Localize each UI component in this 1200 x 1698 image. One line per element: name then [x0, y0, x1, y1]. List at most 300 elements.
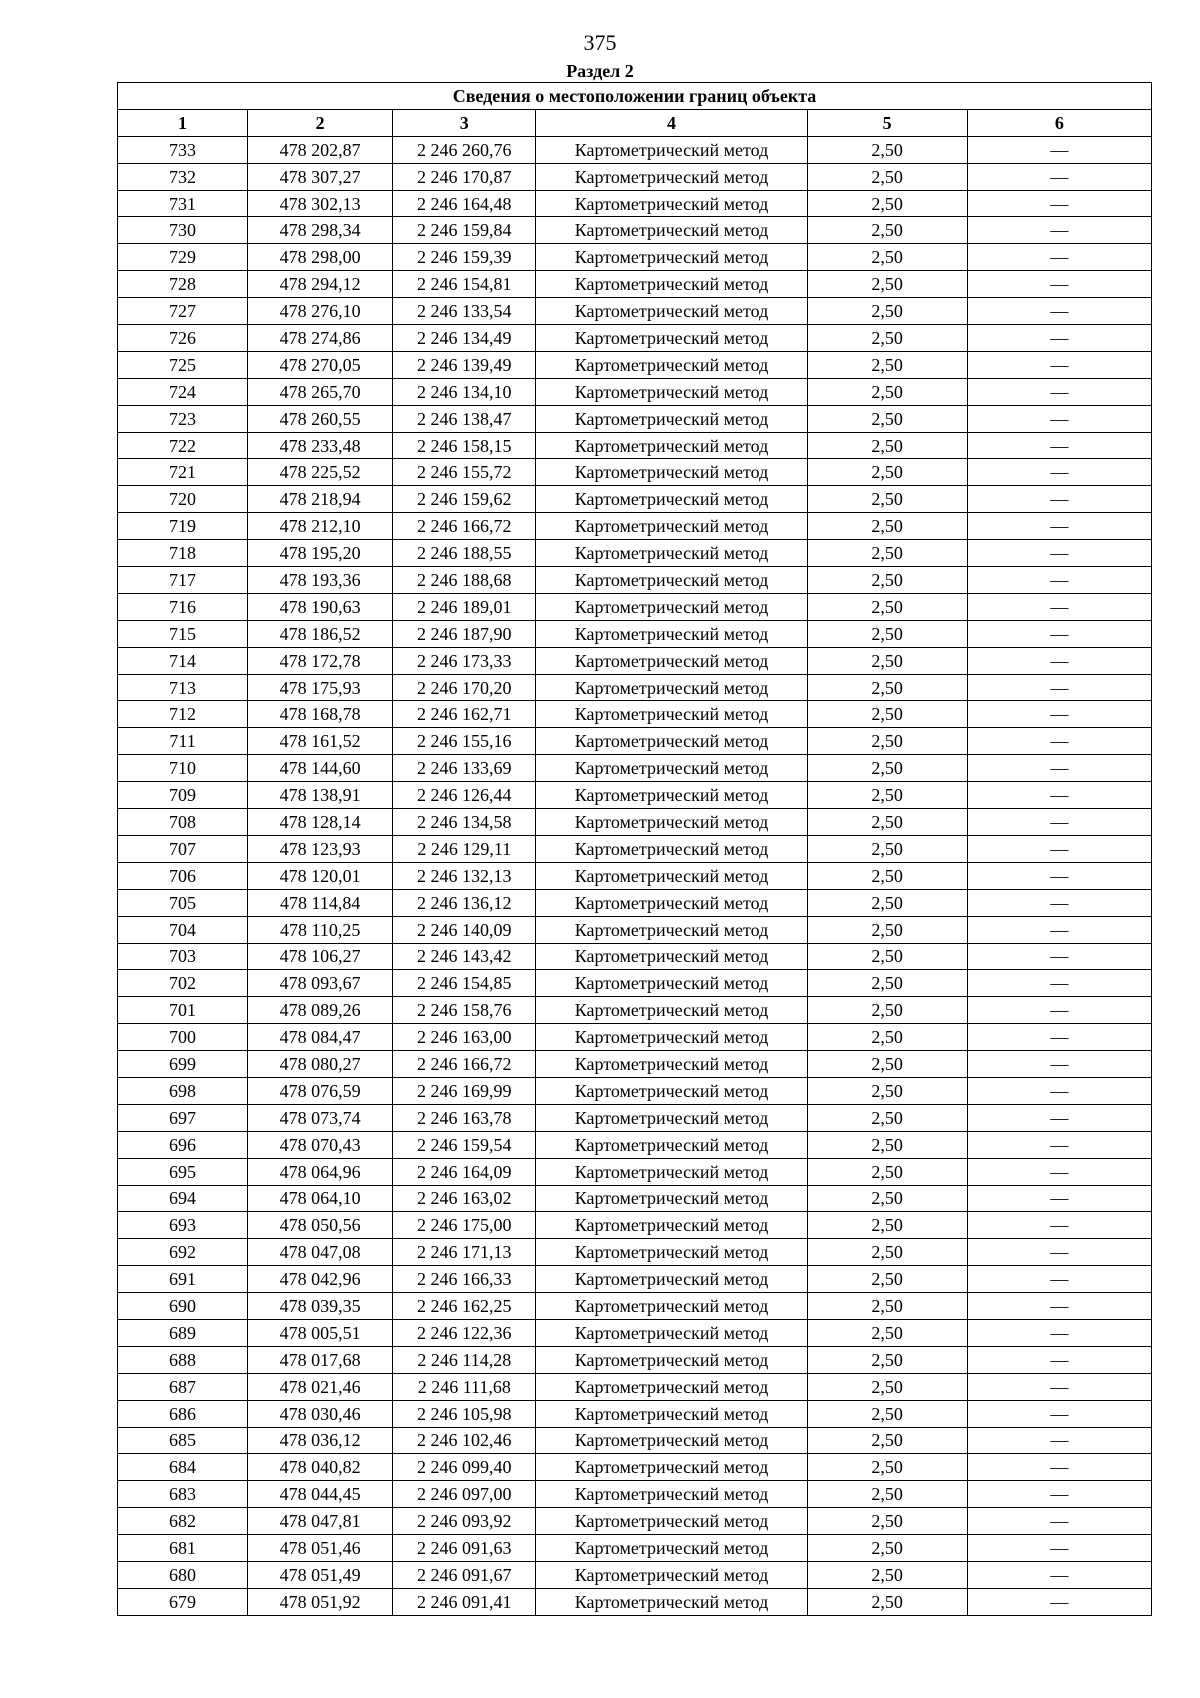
point-number-cell: 693 [118, 1212, 248, 1239]
x-coordinate-cell: 478 064,96 [248, 1158, 393, 1185]
description-cell: — [967, 1293, 1151, 1320]
y-coordinate-cell: 2 246 114,28 [393, 1346, 536, 1373]
method-cell: Картометрический метод [536, 916, 807, 943]
x-coordinate-cell: 478 076,59 [248, 1077, 393, 1104]
point-number-cell: 709 [118, 782, 248, 809]
point-number-cell: 705 [118, 889, 248, 916]
method-cell: Картометрический метод [536, 459, 807, 486]
accuracy-cell: 2,50 [807, 1158, 967, 1185]
description-cell: — [967, 1212, 1151, 1239]
point-number-cell: 684 [118, 1454, 248, 1481]
y-coordinate-cell: 2 246 133,69 [393, 755, 536, 782]
description-cell: — [967, 916, 1151, 943]
y-coordinate-cell: 2 246 159,54 [393, 1131, 536, 1158]
table-row [118, 1077, 1152, 1104]
y-coordinate-cell: 2 246 097,00 [393, 1481, 536, 1508]
description-cell: — [967, 1535, 1151, 1562]
y-coordinate-cell: 2 246 166,72 [393, 513, 536, 540]
y-coordinate-cell: 2 246 164,09 [393, 1158, 536, 1185]
x-coordinate-cell: 478 042,96 [248, 1266, 393, 1293]
description-cell: — [967, 970, 1151, 997]
x-coordinate-cell: 478 120,01 [248, 862, 393, 889]
y-coordinate-cell: 2 246 164,48 [393, 190, 536, 217]
method-cell: Картометрический метод [536, 1508, 807, 1535]
y-coordinate-cell: 2 246 143,42 [393, 943, 536, 970]
method-cell: Картометрический метод [536, 1561, 807, 1588]
accuracy-cell: 2,50 [807, 647, 967, 674]
y-coordinate-cell: 2 246 169,99 [393, 1077, 536, 1104]
description-cell: — [967, 136, 1151, 163]
x-coordinate-cell: 478 294,12 [248, 271, 393, 298]
description-cell: — [967, 620, 1151, 647]
accuracy-cell: 2,50 [807, 1346, 967, 1373]
point-number-cell: 733 [118, 136, 248, 163]
method-cell: Картометрический метод [536, 378, 807, 405]
point-number-cell: 680 [118, 1561, 248, 1588]
column-header: 4 [536, 109, 807, 136]
description-cell: — [967, 351, 1151, 378]
point-number-cell: 707 [118, 835, 248, 862]
accuracy-cell: 2,50 [807, 1481, 967, 1508]
table-row [118, 1561, 1152, 1588]
x-coordinate-cell: 478 050,56 [248, 1212, 393, 1239]
point-number-cell: 716 [118, 593, 248, 620]
description-cell: — [967, 1373, 1151, 1400]
table-row [118, 1051, 1152, 1078]
method-cell: Картометрический метод [536, 1266, 807, 1293]
x-coordinate-cell: 478 051,49 [248, 1561, 393, 1588]
method-cell: Картометрический метод [536, 862, 807, 889]
table-row [118, 1266, 1152, 1293]
table-row [118, 862, 1152, 889]
section-title: Раздел 2 [566, 61, 634, 81]
table-row [118, 1588, 1152, 1615]
y-coordinate-cell: 2 246 159,62 [393, 486, 536, 513]
table-row [118, 486, 1152, 513]
table-row [118, 1239, 1152, 1266]
table-caption-row [118, 83, 1152, 110]
column-header: 2 [248, 109, 393, 136]
description-cell: — [967, 217, 1151, 244]
accuracy-cell: 2,50 [807, 997, 967, 1024]
table-row [118, 1346, 1152, 1373]
description-cell: — [967, 943, 1151, 970]
table-row [118, 782, 1152, 809]
x-coordinate-cell: 478 298,34 [248, 217, 393, 244]
column-header: 5 [807, 109, 967, 136]
method-cell: Картометрический метод [536, 1535, 807, 1562]
table-row [118, 1454, 1152, 1481]
x-coordinate-cell: 478 144,60 [248, 755, 393, 782]
point-number-cell: 711 [118, 728, 248, 755]
accuracy-cell: 2,50 [807, 567, 967, 594]
description-cell: — [967, 567, 1151, 594]
x-coordinate-cell: 478 172,78 [248, 647, 393, 674]
y-coordinate-cell: 2 246 163,78 [393, 1104, 536, 1131]
table-row [118, 217, 1152, 244]
description-cell: — [967, 244, 1151, 271]
x-coordinate-cell: 478 186,52 [248, 620, 393, 647]
point-number-cell: 729 [118, 244, 248, 271]
table-row [118, 809, 1152, 836]
method-cell: Картометрический метод [536, 593, 807, 620]
y-coordinate-cell: 2 246 163,00 [393, 1024, 536, 1051]
point-number-cell: 681 [118, 1535, 248, 1562]
table-row [118, 432, 1152, 459]
y-coordinate-cell: 2 246 091,41 [393, 1588, 536, 1615]
y-coordinate-cell: 2 246 170,87 [393, 163, 536, 190]
description-cell: — [967, 325, 1151, 352]
accuracy-cell: 2,50 [807, 728, 967, 755]
y-coordinate-cell: 2 246 170,20 [393, 674, 536, 701]
x-coordinate-cell: 478 005,51 [248, 1319, 393, 1346]
method-cell: Картометрический метод [536, 809, 807, 836]
table-row [118, 1508, 1152, 1535]
accuracy-cell: 2,50 [807, 755, 967, 782]
method-cell: Картометрический метод [536, 1051, 807, 1078]
method-cell: Картометрический метод [536, 190, 807, 217]
method-cell: Картометрический метод [536, 1319, 807, 1346]
point-number-cell: 713 [118, 674, 248, 701]
point-number-cell: 687 [118, 1373, 248, 1400]
y-coordinate-cell: 2 246 132,13 [393, 862, 536, 889]
point-number-cell: 721 [118, 459, 248, 486]
y-coordinate-cell: 2 246 188,55 [393, 540, 536, 567]
table-row [118, 728, 1152, 755]
table-body [118, 136, 1152, 1615]
x-coordinate-cell: 478 233,48 [248, 432, 393, 459]
y-coordinate-cell: 2 246 129,11 [393, 835, 536, 862]
method-cell: Картометрический метод [536, 1373, 807, 1400]
y-coordinate-cell: 2 246 134,10 [393, 378, 536, 405]
method-cell: Картометрический метод [536, 540, 807, 567]
accuracy-cell: 2,50 [807, 1239, 967, 1266]
table-row [118, 136, 1152, 163]
table-row [118, 970, 1152, 997]
accuracy-cell: 2,50 [807, 1373, 967, 1400]
table-row [118, 351, 1152, 378]
y-coordinate-cell: 2 246 171,13 [393, 1239, 536, 1266]
y-coordinate-cell: 2 246 099,40 [393, 1454, 536, 1481]
point-number-cell: 724 [118, 378, 248, 405]
x-coordinate-cell: 478 036,12 [248, 1427, 393, 1454]
description-cell: — [967, 862, 1151, 889]
point-number-cell: 698 [118, 1077, 248, 1104]
method-cell: Картометрический метод [536, 889, 807, 916]
description-cell: — [967, 1104, 1151, 1131]
x-coordinate-cell: 478 084,47 [248, 1024, 393, 1051]
x-coordinate-cell: 478 138,91 [248, 782, 393, 809]
accuracy-cell: 2,50 [807, 1185, 967, 1212]
table-row [118, 1024, 1152, 1051]
description-cell: — [967, 997, 1151, 1024]
y-coordinate-cell: 2 246 136,12 [393, 889, 536, 916]
description-cell: — [967, 163, 1151, 190]
y-coordinate-cell: 2 246 140,09 [393, 916, 536, 943]
accuracy-cell: 2,50 [807, 674, 967, 701]
x-coordinate-cell: 478 021,46 [248, 1373, 393, 1400]
description-cell: — [967, 378, 1151, 405]
method-cell: Картометрический метод [536, 782, 807, 809]
point-number-cell: 697 [118, 1104, 248, 1131]
description-cell: — [967, 540, 1151, 567]
description-cell: — [967, 701, 1151, 728]
accuracy-cell: 2,50 [807, 432, 967, 459]
y-coordinate-cell: 2 246 154,81 [393, 271, 536, 298]
point-number-cell: 702 [118, 970, 248, 997]
table-row [118, 540, 1152, 567]
x-coordinate-cell: 478 202,87 [248, 136, 393, 163]
y-coordinate-cell: 2 246 188,68 [393, 567, 536, 594]
y-coordinate-cell: 2 246 105,98 [393, 1400, 536, 1427]
y-coordinate-cell: 2 246 134,58 [393, 809, 536, 836]
y-coordinate-cell: 2 246 126,44 [393, 782, 536, 809]
method-cell: Картометрический метод [536, 1185, 807, 1212]
description-cell: — [967, 593, 1151, 620]
method-cell: Картометрический метод [536, 136, 807, 163]
point-number-cell: 690 [118, 1293, 248, 1320]
boundary-coordinates-table [117, 82, 1152, 1616]
accuracy-cell: 2,50 [807, 1077, 967, 1104]
column-header-row [118, 109, 1152, 136]
method-cell: Картометрический метод [536, 325, 807, 352]
table-row [118, 755, 1152, 782]
x-coordinate-cell: 478 195,20 [248, 540, 393, 567]
accuracy-cell: 2,50 [807, 459, 967, 486]
description-cell: — [967, 298, 1151, 325]
method-cell: Картометрический метод [536, 1293, 807, 1320]
method-cell: Картометрический метод [536, 486, 807, 513]
x-coordinate-cell: 478 070,43 [248, 1131, 393, 1158]
description-cell: — [967, 1319, 1151, 1346]
method-cell: Картометрический метод [536, 1481, 807, 1508]
description-cell: — [967, 486, 1151, 513]
method-cell: Картометрический метод [536, 405, 807, 432]
accuracy-cell: 2,50 [807, 540, 967, 567]
accuracy-cell: 2,50 [807, 862, 967, 889]
point-number-cell: 682 [118, 1508, 248, 1535]
accuracy-cell: 2,50 [807, 271, 967, 298]
y-coordinate-cell: 2 246 162,71 [393, 701, 536, 728]
x-coordinate-cell: 478 265,70 [248, 378, 393, 405]
table-row [118, 567, 1152, 594]
table-row [118, 1104, 1152, 1131]
point-number-cell: 704 [118, 916, 248, 943]
x-coordinate-cell: 478 161,52 [248, 728, 393, 755]
method-cell: Картометрический метод [536, 567, 807, 594]
method-cell: Картометрический метод [536, 163, 807, 190]
accuracy-cell: 2,50 [807, 405, 967, 432]
accuracy-cell: 2,50 [807, 835, 967, 862]
y-coordinate-cell: 2 246 134,49 [393, 325, 536, 352]
description-cell: — [967, 405, 1151, 432]
column-header: 6 [967, 109, 1151, 136]
x-coordinate-cell: 478 128,14 [248, 809, 393, 836]
accuracy-cell: 2,50 [807, 217, 967, 244]
x-coordinate-cell: 478 093,67 [248, 970, 393, 997]
x-coordinate-cell: 478 051,92 [248, 1588, 393, 1615]
description-cell: — [967, 1561, 1151, 1588]
point-number-cell: 701 [118, 997, 248, 1024]
method-cell: Картометрический метод [536, 271, 807, 298]
accuracy-cell: 2,50 [807, 593, 967, 620]
point-number-cell: 719 [118, 513, 248, 540]
point-number-cell: 714 [118, 647, 248, 674]
y-coordinate-cell: 2 246 158,15 [393, 432, 536, 459]
method-cell: Картометрический метод [536, 997, 807, 1024]
method-cell: Картометрический метод [536, 244, 807, 271]
description-cell: — [967, 647, 1151, 674]
accuracy-cell: 2,50 [807, 1131, 967, 1158]
table-row [118, 298, 1152, 325]
method-cell: Картометрический метод [536, 432, 807, 459]
page-number: 375 [583, 30, 617, 55]
table-row [118, 1158, 1152, 1185]
y-coordinate-cell: 2 246 138,47 [393, 405, 536, 432]
table-row [118, 835, 1152, 862]
y-coordinate-cell: 2 246 133,54 [393, 298, 536, 325]
x-coordinate-cell: 478 175,93 [248, 674, 393, 701]
point-number-cell: 706 [118, 862, 248, 889]
description-cell: — [967, 755, 1151, 782]
point-number-cell: 699 [118, 1051, 248, 1078]
point-number-cell: 683 [118, 1481, 248, 1508]
table-row [118, 1427, 1152, 1454]
method-cell: Картометрический метод [536, 1400, 807, 1427]
method-cell: Картометрический метод [536, 1024, 807, 1051]
point-number-cell: 700 [118, 1024, 248, 1051]
y-coordinate-cell: 2 246 091,63 [393, 1535, 536, 1562]
accuracy-cell: 2,50 [807, 1051, 967, 1078]
description-cell: — [967, 1427, 1151, 1454]
accuracy-cell: 2,50 [807, 163, 967, 190]
accuracy-cell: 2,50 [807, 1104, 967, 1131]
point-number-cell: 725 [118, 351, 248, 378]
accuracy-cell: 2,50 [807, 1293, 967, 1320]
description-cell: — [967, 1454, 1151, 1481]
y-coordinate-cell: 2 246 163,02 [393, 1185, 536, 1212]
x-coordinate-cell: 478 047,81 [248, 1508, 393, 1535]
point-number-cell: 686 [118, 1400, 248, 1427]
description-cell: — [967, 1239, 1151, 1266]
table-row [118, 378, 1152, 405]
description-cell: — [967, 190, 1151, 217]
x-coordinate-cell: 478 274,86 [248, 325, 393, 352]
x-coordinate-cell: 478 260,55 [248, 405, 393, 432]
description-cell: — [967, 1481, 1151, 1508]
point-number-cell: 722 [118, 432, 248, 459]
y-coordinate-cell: 2 246 187,90 [393, 620, 536, 647]
table-row [118, 163, 1152, 190]
x-coordinate-cell: 478 039,35 [248, 1293, 393, 1320]
y-coordinate-cell: 2 246 166,72 [393, 1051, 536, 1078]
description-cell: — [967, 728, 1151, 755]
y-coordinate-cell: 2 246 159,84 [393, 217, 536, 244]
table-row [118, 271, 1152, 298]
accuracy-cell: 2,50 [807, 1508, 967, 1535]
method-cell: Картометрический метод [536, 1158, 807, 1185]
x-coordinate-cell: 478 190,63 [248, 593, 393, 620]
table-row [118, 1185, 1152, 1212]
method-cell: Картометрический метод [536, 943, 807, 970]
description-cell: — [967, 1131, 1151, 1158]
method-cell: Картометрический метод [536, 620, 807, 647]
y-coordinate-cell: 2 246 260,76 [393, 136, 536, 163]
x-coordinate-cell: 478 051,46 [248, 1535, 393, 1562]
table-row [118, 325, 1152, 352]
table-row [118, 674, 1152, 701]
point-number-cell: 715 [118, 620, 248, 647]
point-number-cell: 723 [118, 405, 248, 432]
accuracy-cell: 2,50 [807, 1400, 967, 1427]
table-row [118, 459, 1152, 486]
method-cell: Картометрический метод [536, 755, 807, 782]
accuracy-cell: 2,50 [807, 1427, 967, 1454]
column-header: 3 [393, 109, 536, 136]
point-number-cell: 718 [118, 540, 248, 567]
y-coordinate-cell: 2 246 093,92 [393, 1508, 536, 1535]
point-number-cell: 730 [118, 217, 248, 244]
table-row [118, 1535, 1152, 1562]
description-cell: — [967, 1400, 1151, 1427]
table-row [118, 190, 1152, 217]
y-coordinate-cell: 2 246 159,39 [393, 244, 536, 271]
x-coordinate-cell: 478 080,27 [248, 1051, 393, 1078]
y-coordinate-cell: 2 246 189,01 [393, 593, 536, 620]
table-row [118, 1373, 1152, 1400]
description-cell: — [967, 1185, 1151, 1212]
table-row [118, 647, 1152, 674]
description-cell: — [967, 513, 1151, 540]
point-number-cell: 726 [118, 325, 248, 352]
y-coordinate-cell: 2 246 139,49 [393, 351, 536, 378]
table-row [118, 1400, 1152, 1427]
method-cell: Картометрический метод [536, 835, 807, 862]
x-coordinate-cell: 478 276,10 [248, 298, 393, 325]
method-cell: Картометрический метод [536, 728, 807, 755]
x-coordinate-cell: 478 110,25 [248, 916, 393, 943]
x-coordinate-cell: 478 044,45 [248, 1481, 393, 1508]
description-cell: — [967, 432, 1151, 459]
point-number-cell: 689 [118, 1319, 248, 1346]
table-row [118, 1319, 1152, 1346]
x-coordinate-cell: 478 089,26 [248, 997, 393, 1024]
method-cell: Картометрический метод [536, 1427, 807, 1454]
y-coordinate-cell: 2 246 158,76 [393, 997, 536, 1024]
point-number-cell: 688 [118, 1346, 248, 1373]
table-row [118, 405, 1152, 432]
method-cell: Картометрический метод [536, 647, 807, 674]
y-coordinate-cell: 2 246 102,46 [393, 1427, 536, 1454]
x-coordinate-cell: 478 047,08 [248, 1239, 393, 1266]
table-row [118, 916, 1152, 943]
x-coordinate-cell: 478 270,05 [248, 351, 393, 378]
point-number-cell: 696 [118, 1131, 248, 1158]
point-number-cell: 703 [118, 943, 248, 970]
description-cell: — [967, 1024, 1151, 1051]
description-cell: — [967, 1051, 1151, 1078]
accuracy-cell: 2,50 [807, 1212, 967, 1239]
method-cell: Картометрический метод [536, 217, 807, 244]
accuracy-cell: 2,50 [807, 190, 967, 217]
y-coordinate-cell: 2 246 155,72 [393, 459, 536, 486]
accuracy-cell: 2,50 [807, 620, 967, 647]
method-cell: Картометрический метод [536, 1077, 807, 1104]
table-row [118, 513, 1152, 540]
method-cell: Картометрический метод [536, 701, 807, 728]
accuracy-cell: 2,50 [807, 378, 967, 405]
accuracy-cell: 2,50 [807, 486, 967, 513]
